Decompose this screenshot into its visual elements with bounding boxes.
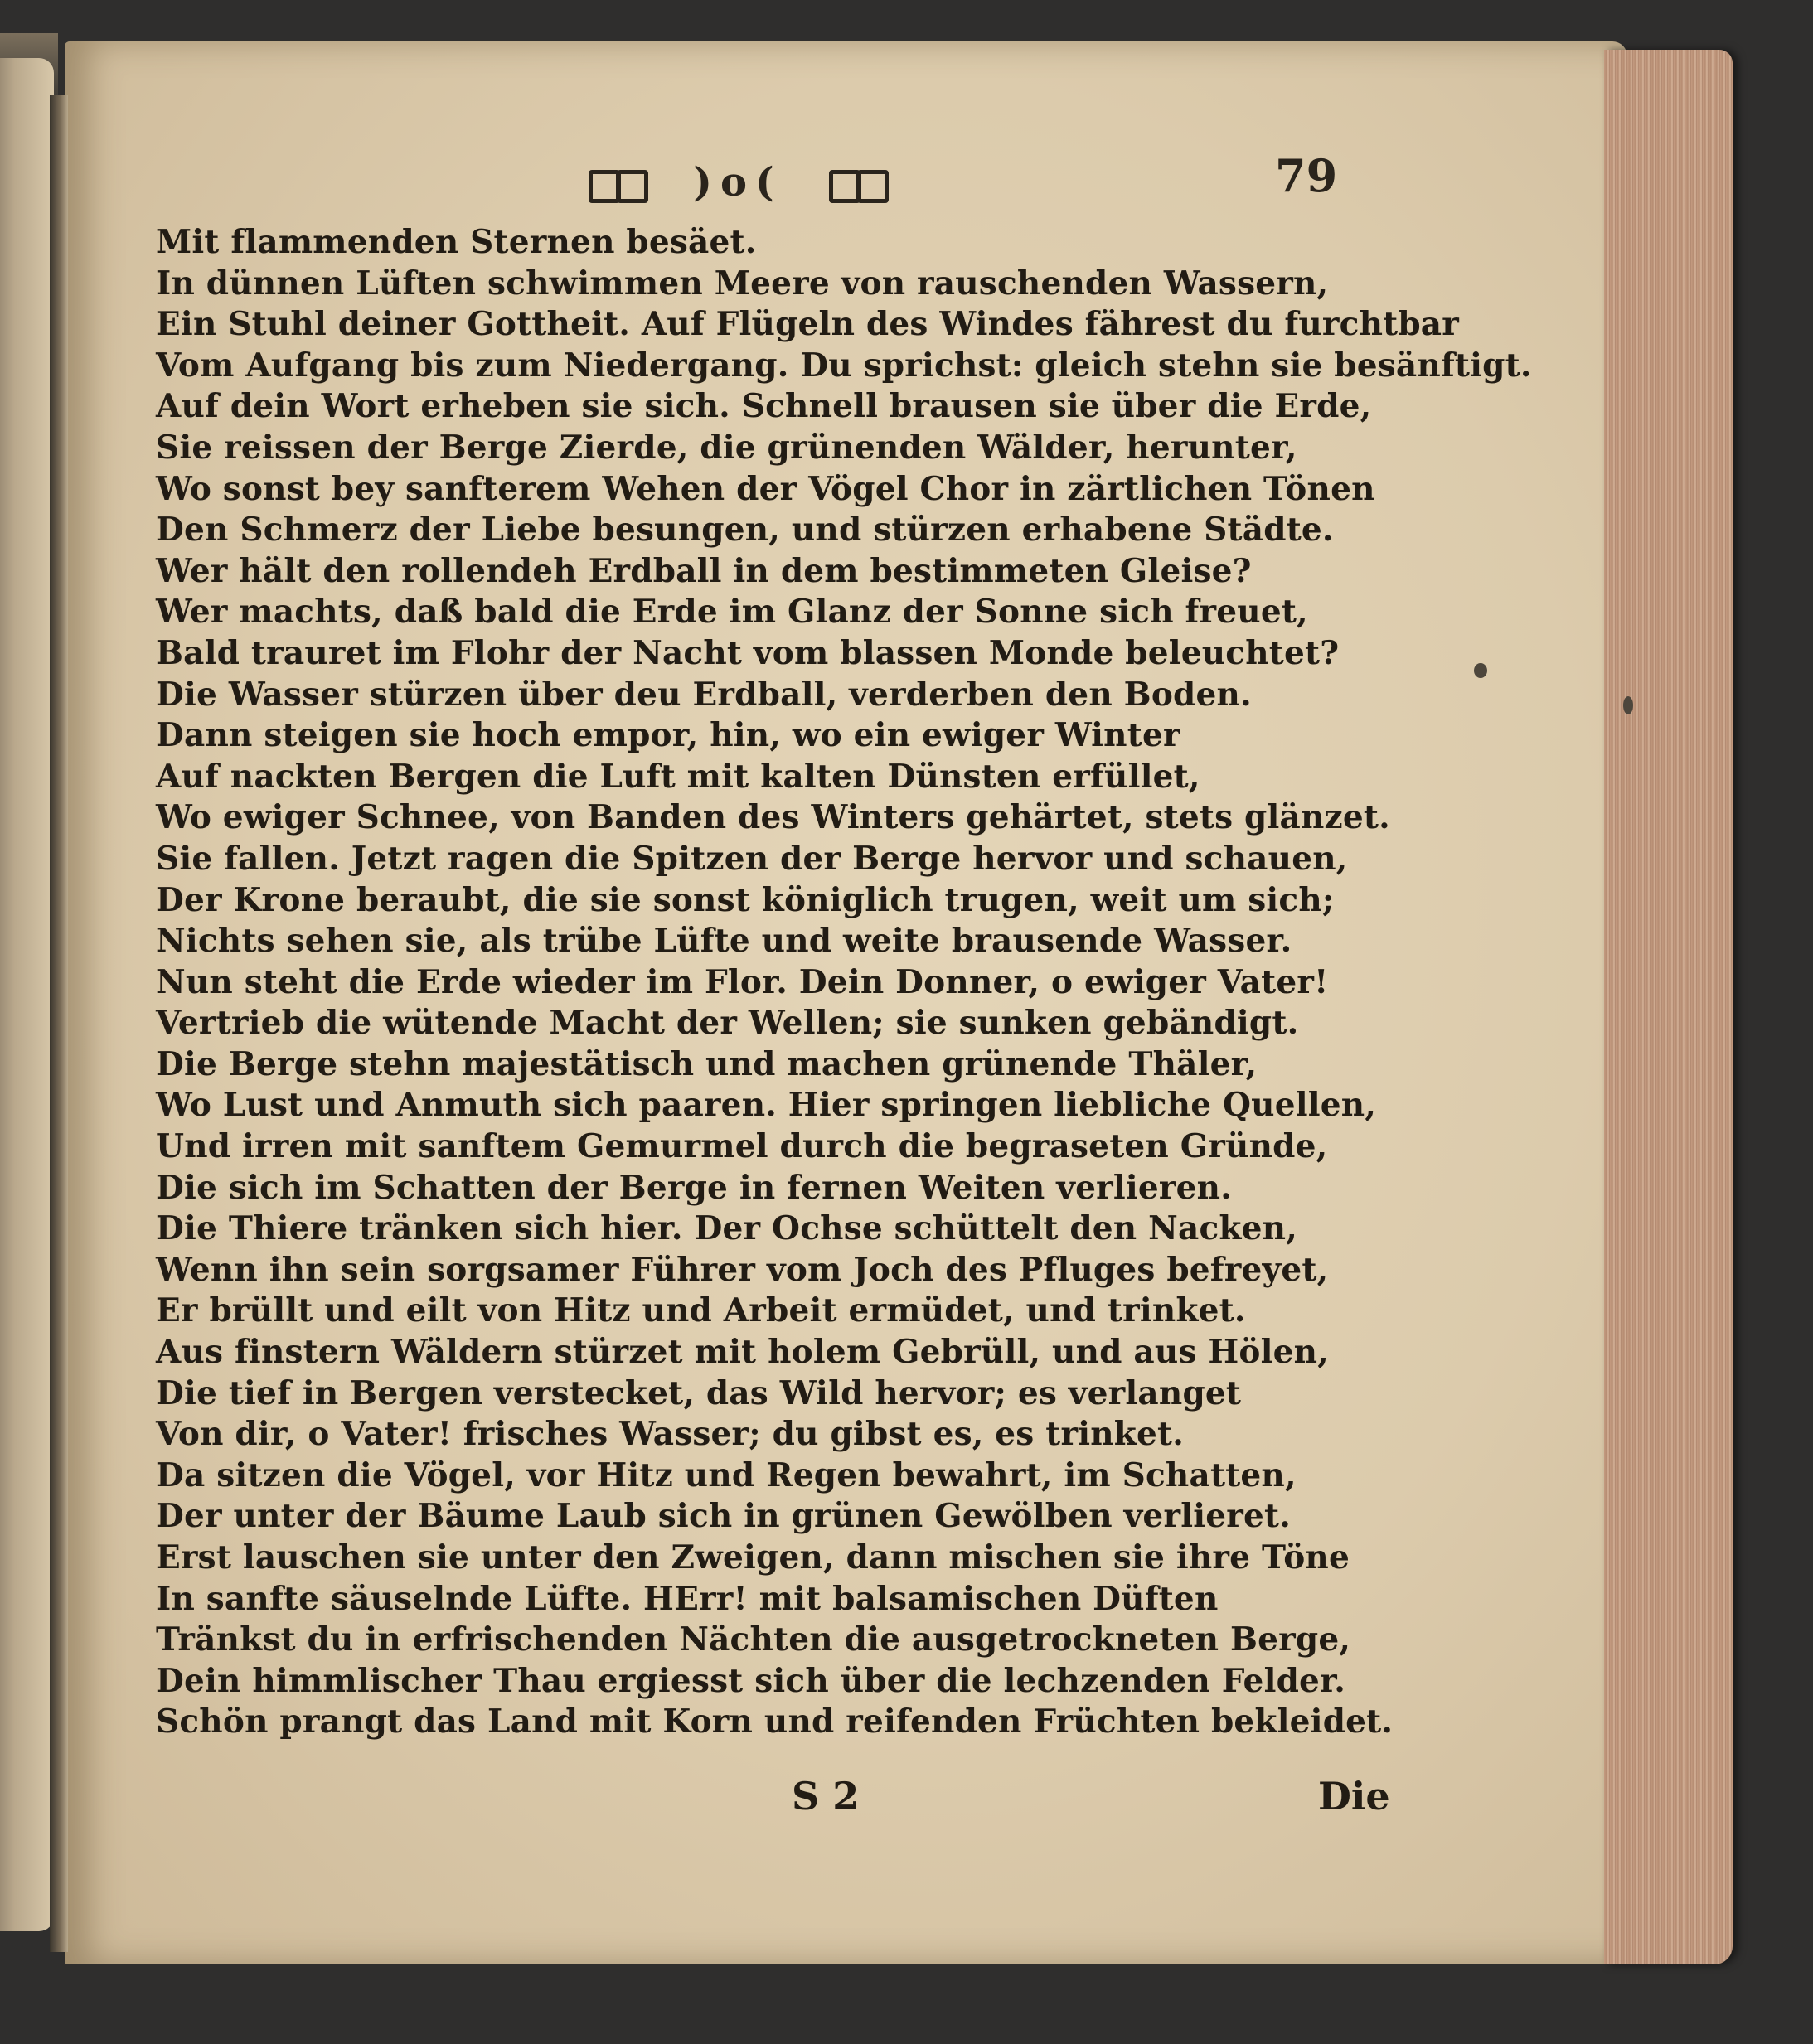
ink-spot xyxy=(1474,663,1487,678)
text-line: Wo sonst bey sanfterem Wehen der Vögel Chor in zärtlichen Tönen xyxy=(156,469,1375,508)
running-header xyxy=(589,157,887,207)
text-line: Er brüllt und eilt von Hitz und Arbeit ermüdet, und trinket. xyxy=(156,1291,1246,1330)
text-line: Mit flammenden Sternen besäet. xyxy=(156,223,757,261)
page-fore-edge xyxy=(1604,50,1733,1964)
text-line: Die tief in Bergen verstecket, das Wild hervor; es verlanget xyxy=(156,1373,1242,1412)
text-line: Da sitzen die Vögel, vor Hitz und Regen bewahrt, im Schatten, xyxy=(156,1456,1297,1494)
text-line: Wer hält den rollendeh Erdball in dem bestimmeten Gleise? xyxy=(156,551,1252,590)
left-page-edge xyxy=(0,58,54,1931)
text-line: Die Thiere tränken sich hier. Der Ochse schüttelt den Nacken, xyxy=(156,1209,1297,1248)
catchword: Die xyxy=(1318,1774,1390,1819)
page-number: 79 xyxy=(1275,149,1338,202)
text-line: Die Wasser stürzen über deu Erdball, verderben den Boden. xyxy=(156,675,1252,714)
text-line: Wo Lust und Anmuth sich paaren. Hier springen liebliche Quellen, xyxy=(156,1086,1377,1125)
text-line: Nun steht die Erde wieder im Flor. Dein Donner, o ewiger Vater! xyxy=(156,962,1329,1001)
text-line: Nichts sehen sie, als trübe Lüfte und weite brausende Wasser. xyxy=(156,922,1292,961)
text-line: Ein Stuhl deiner Gottheit. Auf Flügeln des Windes fährest du furchtbar xyxy=(156,305,1460,344)
text-line: Tränkst du in erfrischenden Nächten die ausgetrockneten Berge, xyxy=(156,1620,1351,1659)
text-line: Auf dein Wort erheben sie sich. Schnell brausen sie über die Erde, xyxy=(156,387,1372,426)
text-line: Sie reissen der Berge Zierde, die grünenden Wälder, herunter, xyxy=(156,428,1297,467)
signature-mark: S 2 xyxy=(792,1774,860,1819)
text-line: Von dir, o Vater! frisches Wasser; du gibst es, es trinket. xyxy=(156,1415,1184,1454)
text-line: Der Krone beraubt, die sie sonst königlich trugen, weit um sich; xyxy=(156,880,1335,919)
book-gutter xyxy=(50,95,68,1952)
text-line: Und irren mit sanftem Gemurmel durch die begraseten Gründe, xyxy=(156,1127,1328,1166)
text-line: Vom Aufgang bis zum Niedergang. Du sprichst: gleich stehn sie besänftigt. xyxy=(156,346,1532,385)
text-line: Dein himmlischer Thau ergiesst sich über die lechzenden Felder. xyxy=(156,1661,1346,1700)
right-ornament-icon xyxy=(829,165,887,200)
text-line: Wer machts, daß bald die Erde im Glanz der Sonne sich freuet, xyxy=(156,593,1308,632)
text-line: Den Schmerz der Liebe besungen, und stürzen erhabene Städte. xyxy=(156,511,1334,550)
text-line: Aus finstern Wäldern stürzet mit holem Gebrüll, und aus Hölen, xyxy=(156,1333,1329,1372)
text-line: Dann steigen sie hoch empor, hin, wo ein ewiger Winter xyxy=(156,716,1180,755)
text-line: Die Berge stehn majestätisch und machen grünende Thäler, xyxy=(156,1044,1258,1083)
header-ornament-text: )o( xyxy=(693,159,783,206)
left-ornament-icon xyxy=(589,165,647,200)
text-line: Vertrieb die wütende Macht der Wellen; sie sunken gebändigt. xyxy=(156,1004,1299,1043)
text-line: Schön prangt das Land mit Korn und reifenden Früchten bekleidet. xyxy=(156,1703,1394,1741)
text-line: In sanfte säuselnde Lüfte. HErr! mit balsamischen Düften xyxy=(156,1579,1219,1618)
text-line: Erst lauschen sie unter den Zweigen, dann mischen sie ihre Töne xyxy=(156,1538,1350,1577)
text-line: Bald trauret im Flohr der Nacht vom blassen Monde beleuchtet? xyxy=(156,633,1340,672)
text-line: In dünnen Lüften schwimmen Meere von rauschenden Wassern, xyxy=(156,264,1329,303)
text-line: Die sich im Schatten der Berge in fernen Weiten verlieren. xyxy=(156,1168,1232,1207)
poem-text xyxy=(156,222,1532,1743)
text-line: Wo ewiger Schnee, von Banden des Winters gehärtet, stets glänzet. xyxy=(156,798,1390,837)
text-line: Wenn ihn sein sorgsamer Führer vom Joch des Pfluges befreyet, xyxy=(156,1250,1329,1289)
text-line: Auf nackten Bergen die Luft mit kalten Dünsten erfüllet, xyxy=(156,757,1200,796)
text-line: Der unter der Bäume Laub sich in grünen Gewölben verlieret. xyxy=(156,1497,1291,1536)
ink-spot xyxy=(1623,696,1633,714)
text-line: Sie fallen. Jetzt ragen die Spitzen der Berge hervor und schauen, xyxy=(156,839,1348,878)
